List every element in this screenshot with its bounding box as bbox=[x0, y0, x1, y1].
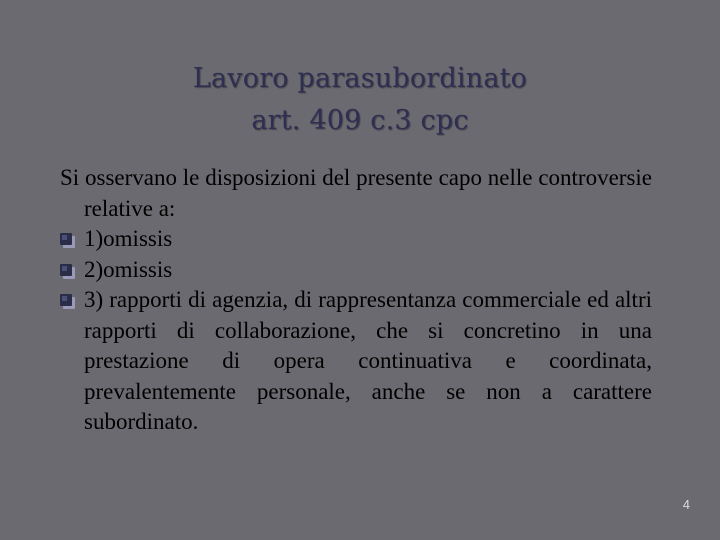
title-line-1: Lavoro parasubordinato bbox=[192, 63, 528, 94]
square-bullet-icon bbox=[60, 233, 75, 248]
square-bullet-icon bbox=[60, 294, 75, 309]
slide-title bbox=[60, 58, 660, 142]
list-item-text: 3) rapporti di agenzia, di rappresentanza commerciale ed altri rapporti di collaborazione, che si concretino in una prestazione di opera continuativa e coordinata, prevalentemente personale, anche se non a carattere subordinato. bbox=[84, 287, 652, 434]
title-line-2: art. 409 c.3 cpc bbox=[251, 105, 469, 136]
list-item-text: 2)omissis bbox=[84, 256, 173, 282]
intro-paragraph: Si osservano le disposizioni del presente capo nelle controversie relative a: bbox=[60, 165, 652, 221]
page-number: 4 bbox=[682, 497, 690, 512]
list-item bbox=[60, 224, 652, 255]
list-item bbox=[60, 285, 652, 438]
square-bullet-icon bbox=[60, 264, 75, 279]
slide-body bbox=[60, 163, 652, 438]
list-item-text: 1)omissis bbox=[84, 226, 173, 251]
list-item bbox=[60, 255, 652, 286]
